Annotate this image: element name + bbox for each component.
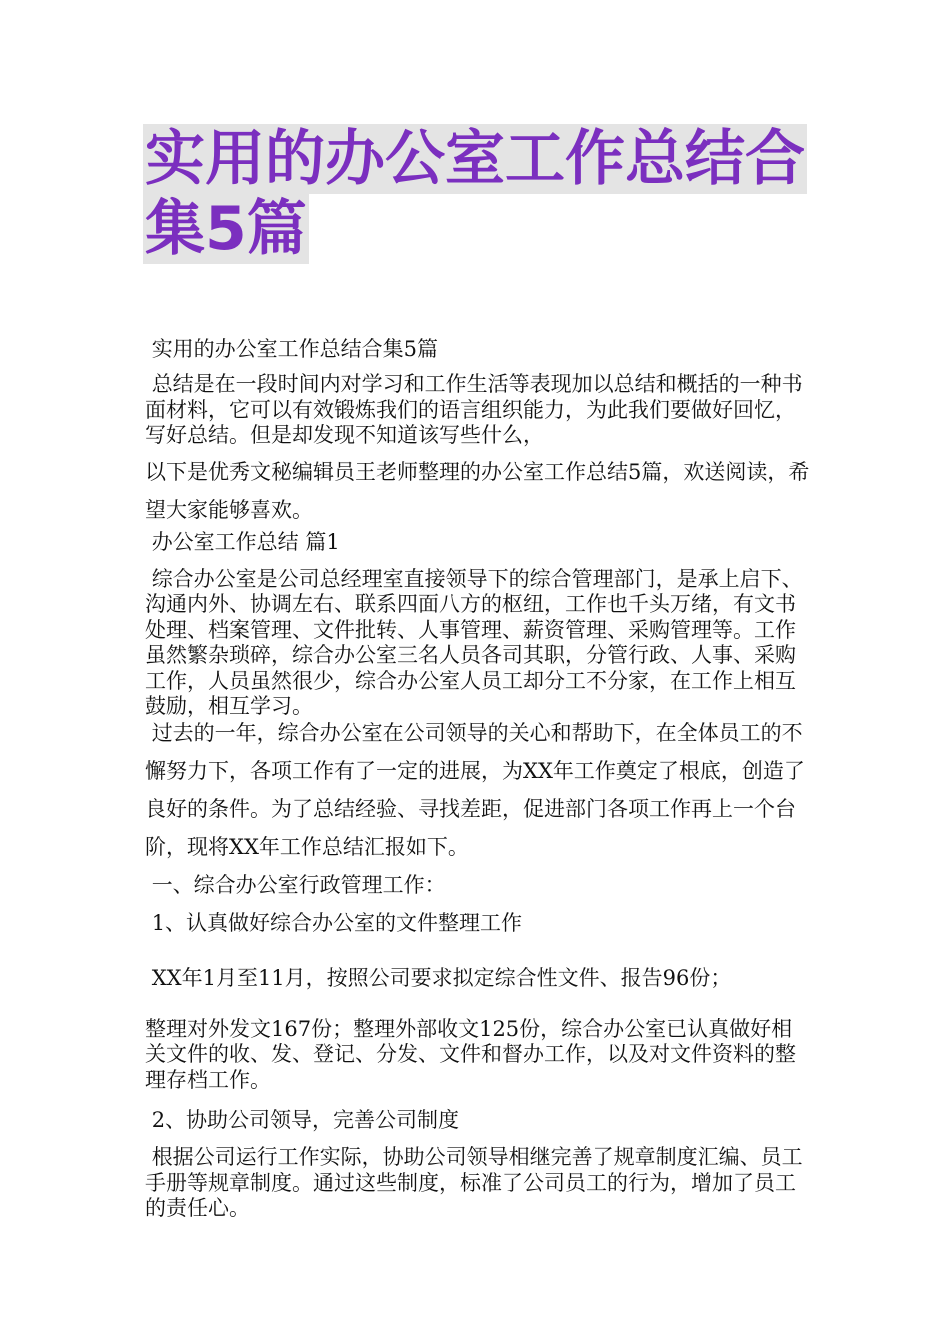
- paragraph: 根据公司运行工作实际，协助公司领导相继完善了规章制度汇编、员工手册等规章制度。通过这些制度，标准了公司员工的行为，增加了员工的责任心。: [145, 1145, 803, 1220]
- document-title: [143, 124, 823, 264]
- section-heading: 办公室工作总结 篇1: [145, 529, 340, 554]
- subsection-heading: 1、认真做好综合办公室的文件整理工作: [145, 910, 523, 935]
- section-heading: 一、综合办公室行政管理工作：: [145, 872, 446, 897]
- document-body: [145, 330, 810, 1222]
- paragraph: 综合办公室是公司总经理室直接领导下的综合管理部门，是承上启下、沟通内外、协调左右、联系四面八方的枢纽，工作也千头万绪，有文书处理、档案管理、文件批转、人事管理、薪资管理、采购管理等。工作虽然繁杂琐碎，综合办公室三名人员各司其职，分管行政、人事、采购工作，人员虽然很少，综合办公室人员工却分工不分家，在工作上相互鼓励，相互学习。: [145, 566, 803, 718]
- paragraph: 整理对外发文167份；整理外部收文125份，综合办公室已认真做好相关文件的收、发、登记、分发、文件和督办工作，以及对文件资料的整理存档工作。: [145, 1016, 796, 1092]
- paragraph: 过去的一年，综合办公室在公司领导的关心和帮助下，在全体员工的不懈努力下，各项工作有了一定的进展，为XX年工作奠定了根底，创造了良好的条件。为了总结经验、寻找差距，促进部门各项工作再上一个台阶，现将XX年工作总结汇报如下。: [145, 720, 805, 859]
- paragraph: 以下是优秀文秘编辑员王老师整理的办公室工作总结5篇，欢送阅读，希望大家能够喜欢。: [145, 459, 810, 522]
- paragraph: 总结是在一段时间内对学习和工作生活等表现加以总结和概括的一种书面材料，它可以有效锻炼我们的语言组织能力，为此我们要做好回忆，写好总结。但是却发现不知道该写些什么，: [145, 372, 803, 447]
- document-title-text: 实用的办公室工作总结合集5篇: [145, 124, 805, 264]
- intro-heading: 实用的办公室工作总结合集5篇: [145, 337, 439, 361]
- paragraph: XX年1月至11月，按照公司要求拟定综合性文件、报告96份；: [145, 965, 732, 990]
- subsection-heading: 2、协助公司领导，完善公司制度: [145, 1108, 460, 1132]
